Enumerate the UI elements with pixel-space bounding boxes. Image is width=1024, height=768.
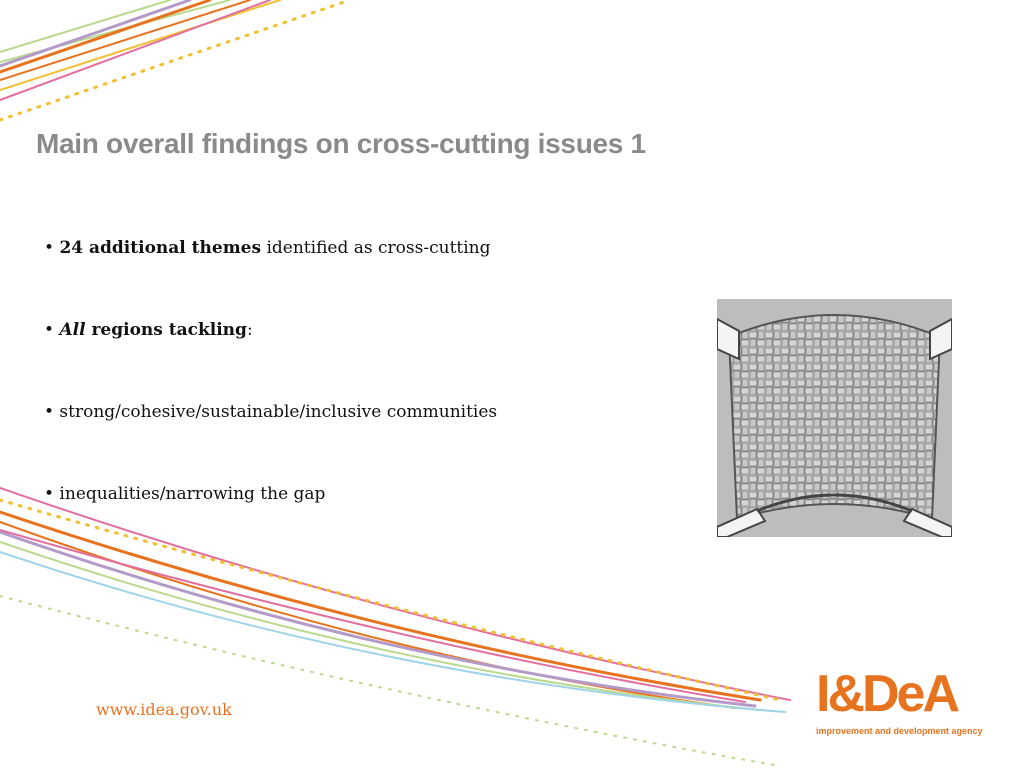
bullet-bold-text: 24 additional themes bbox=[59, 238, 262, 258]
bullet-item bbox=[44, 402, 497, 422]
footer-url-link[interactable]: www.idea.gov.uk bbox=[96, 700, 232, 719]
bullet-bold-text: regions tackling bbox=[85, 320, 247, 340]
bullet-marker: • bbox=[44, 402, 55, 422]
bullet-text: : bbox=[246, 320, 253, 340]
logo-tagline: improvement and development agency bbox=[816, 726, 983, 736]
bullet-marker: • bbox=[44, 238, 55, 258]
logo-text: I&DeA bbox=[816, 665, 958, 723]
bullet-text: identified as cross-cutting bbox=[261, 238, 491, 258]
bullet-item bbox=[44, 484, 325, 504]
woven-chair-icon bbox=[717, 299, 952, 537]
bullet-marker: • bbox=[44, 484, 55, 504]
bullet-item bbox=[44, 238, 491, 258]
bullet-marker: • bbox=[44, 320, 55, 340]
bullet-text: strong/cohesive/sustainable/inclusive communities bbox=[54, 402, 498, 422]
idea-logo bbox=[816, 665, 996, 740]
bullet-bold-italic-text: All bbox=[59, 320, 86, 340]
slide-title: Main overall findings on cross-cutting issues 1 bbox=[36, 128, 646, 159]
bullet-text: inequalities/narrowing the gap bbox=[54, 484, 326, 504]
bullet-item bbox=[44, 320, 253, 340]
